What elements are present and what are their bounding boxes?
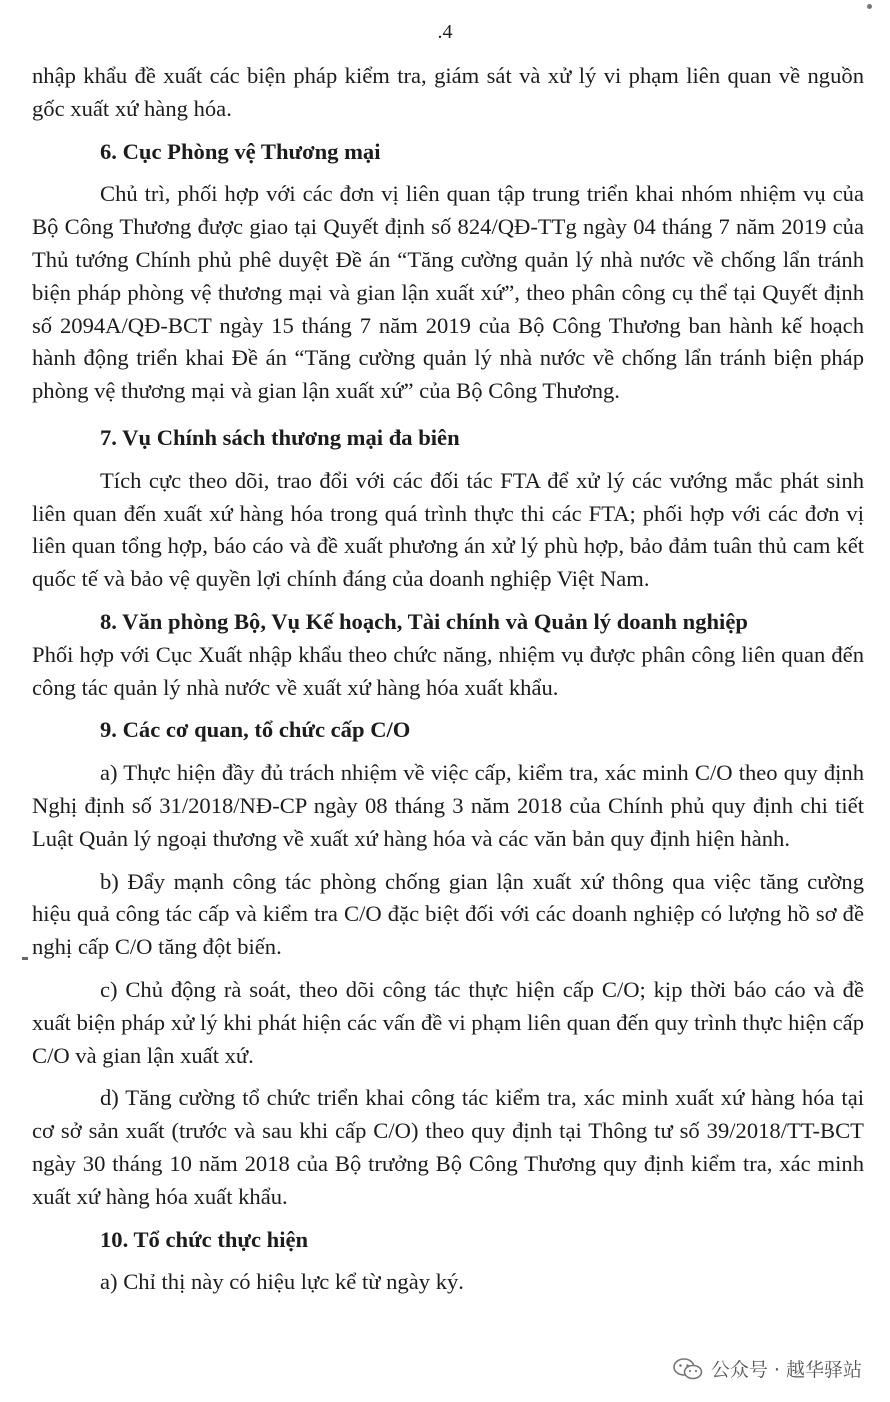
paragraph-section-9d: d) Tăng cường tổ chức triển khai công tác kiểm tra, xác minh xuất xứ hàng hóa tại cơ sở sản xuất (trước và sau khi cấp C/O) theo quy định tại Thông tư số 39/2018/TT-BCT ngày 30 tháng 10 năm 2018 của Bộ trưởng Bộ Công Thương quy định kiểm tra, xác minh xuất xứ hàng hóa xuất khẩu. bbox=[32, 1085, 864, 1209]
paragraph-section-10a: a) Chỉ thị này có hiệu lực kể từ ngày ký. bbox=[100, 1269, 464, 1295]
heading-section-8: 8. Văn phòng Bộ, Vụ Kế hoạch, Tài chính và Quản lý doanh nghiệp bbox=[100, 608, 748, 634]
heading-section-10: 10. Tổ chức thực hiện bbox=[100, 1226, 309, 1252]
page-number: .4 bbox=[437, 21, 453, 43]
paragraph-section-9b: b) Đẩy mạnh công tác phòng chống gian lận xuất xứ thông qua việc tăng cường hiệu quả công tác cấp và kiểm tra C/O đặc biệt đối với các doanh nghiệp có lượng hồ sơ đề nghị cấp C/O tăng đột biến. bbox=[32, 868, 864, 960]
watermark-text: 公众号 · 越华驿站 bbox=[710, 1359, 862, 1381]
heading-section-7: 7. Vụ Chính sách thương mại đa biên bbox=[100, 424, 460, 450]
scan-speck bbox=[867, 4, 872, 9]
paragraph-section-9a: a) Thực hiện đầy đủ trách nhiệm về việc cấp, kiểm tra, xác minh C/O theo quy định Nghị định số 31/2018/NĐ-CP ngày 08 tháng 3 năm 2018 của Chính phủ quy định chi tiết Luật Quản lý ngoại thương về xuất xứ hàng hóa và các văn bản quy định hiện hành. bbox=[32, 760, 864, 851]
watermark bbox=[673, 1355, 862, 1382]
scan-mark bbox=[22, 957, 28, 960]
paragraph-section-9c: c) Chủ động rà soát, theo dõi công tác thực hiện cấp C/O; kịp thời báo cáo và đề xuất biện pháp xử lý khi phát hiện các vấn đề vi phạm liên quan đến quy trình thực hiện cấp C/O và gian lận xuất xứ. bbox=[32, 976, 864, 1068]
wechat-icon bbox=[673, 1357, 703, 1381]
paragraph-section-8: Phối hợp với Cục Xuất nhập khẩu theo chức năng, nhiệm vụ được phân công liên quan đến công tác quản lý nhà nước về xuất xứ hàng hóa xuất khẩu. bbox=[32, 641, 864, 700]
paragraph-section-7: Tích cực theo dõi, trao đổi với các đối tác FTA để xử lý các vướng mắc phát sinh liên quan đến xuất xứ hàng hóa trong quá trình thực thi các FTA; phối hợp với các đơn vị liên quan tổng hợp, báo cáo và đề xuất phương án xử lý phù hợp, bảo đảm tuân thủ cam kết quốc tế và bảo vệ quyền lợi chính đáng của doanh nghiệp Việt Nam. bbox=[32, 467, 864, 592]
paragraph-section-6: Chủ trì, phối hợp với các đơn vị liên quan tập trung triển khai nhóm nhiệm vụ của Bộ Công Thương được giao tại Quyết định số 824/QĐ-TTg ngày 04 tháng 7 năm 2019 của Thủ tướng Chính phủ phê duyệt Đề án “Tăng cường quản lý nhà nước về chống lẩn tránh biện pháp phòng vệ thương mại và gian lận xuất xứ”, theo phân công cụ thể tại Quyết định số 2094A/QĐ-BCT ngày 15 tháng 7 năm 2019 của Bộ Công Thương ban hành kế hoạch hành động triển khai Đề án “Tăng cường quản lý nhà nước về chống lẩn tránh biện pháp phòng vệ thương mại và gian lận xuất xứ” của Bộ Công Thương. bbox=[32, 181, 864, 404]
paragraph-continuation: nhập khẩu đề xuất các biện pháp kiểm tra, giám sát và xử lý vi phạm liên quan về nguồn gốc xuất xứ hàng hóa. bbox=[32, 63, 864, 121]
heading-section-6: 6. Cục Phòng vệ Thương mại bbox=[100, 138, 381, 164]
heading-section-9: 9. Các cơ quan, tổ chức cấp C/O bbox=[100, 717, 411, 743]
document-body bbox=[32, 60, 864, 1299]
